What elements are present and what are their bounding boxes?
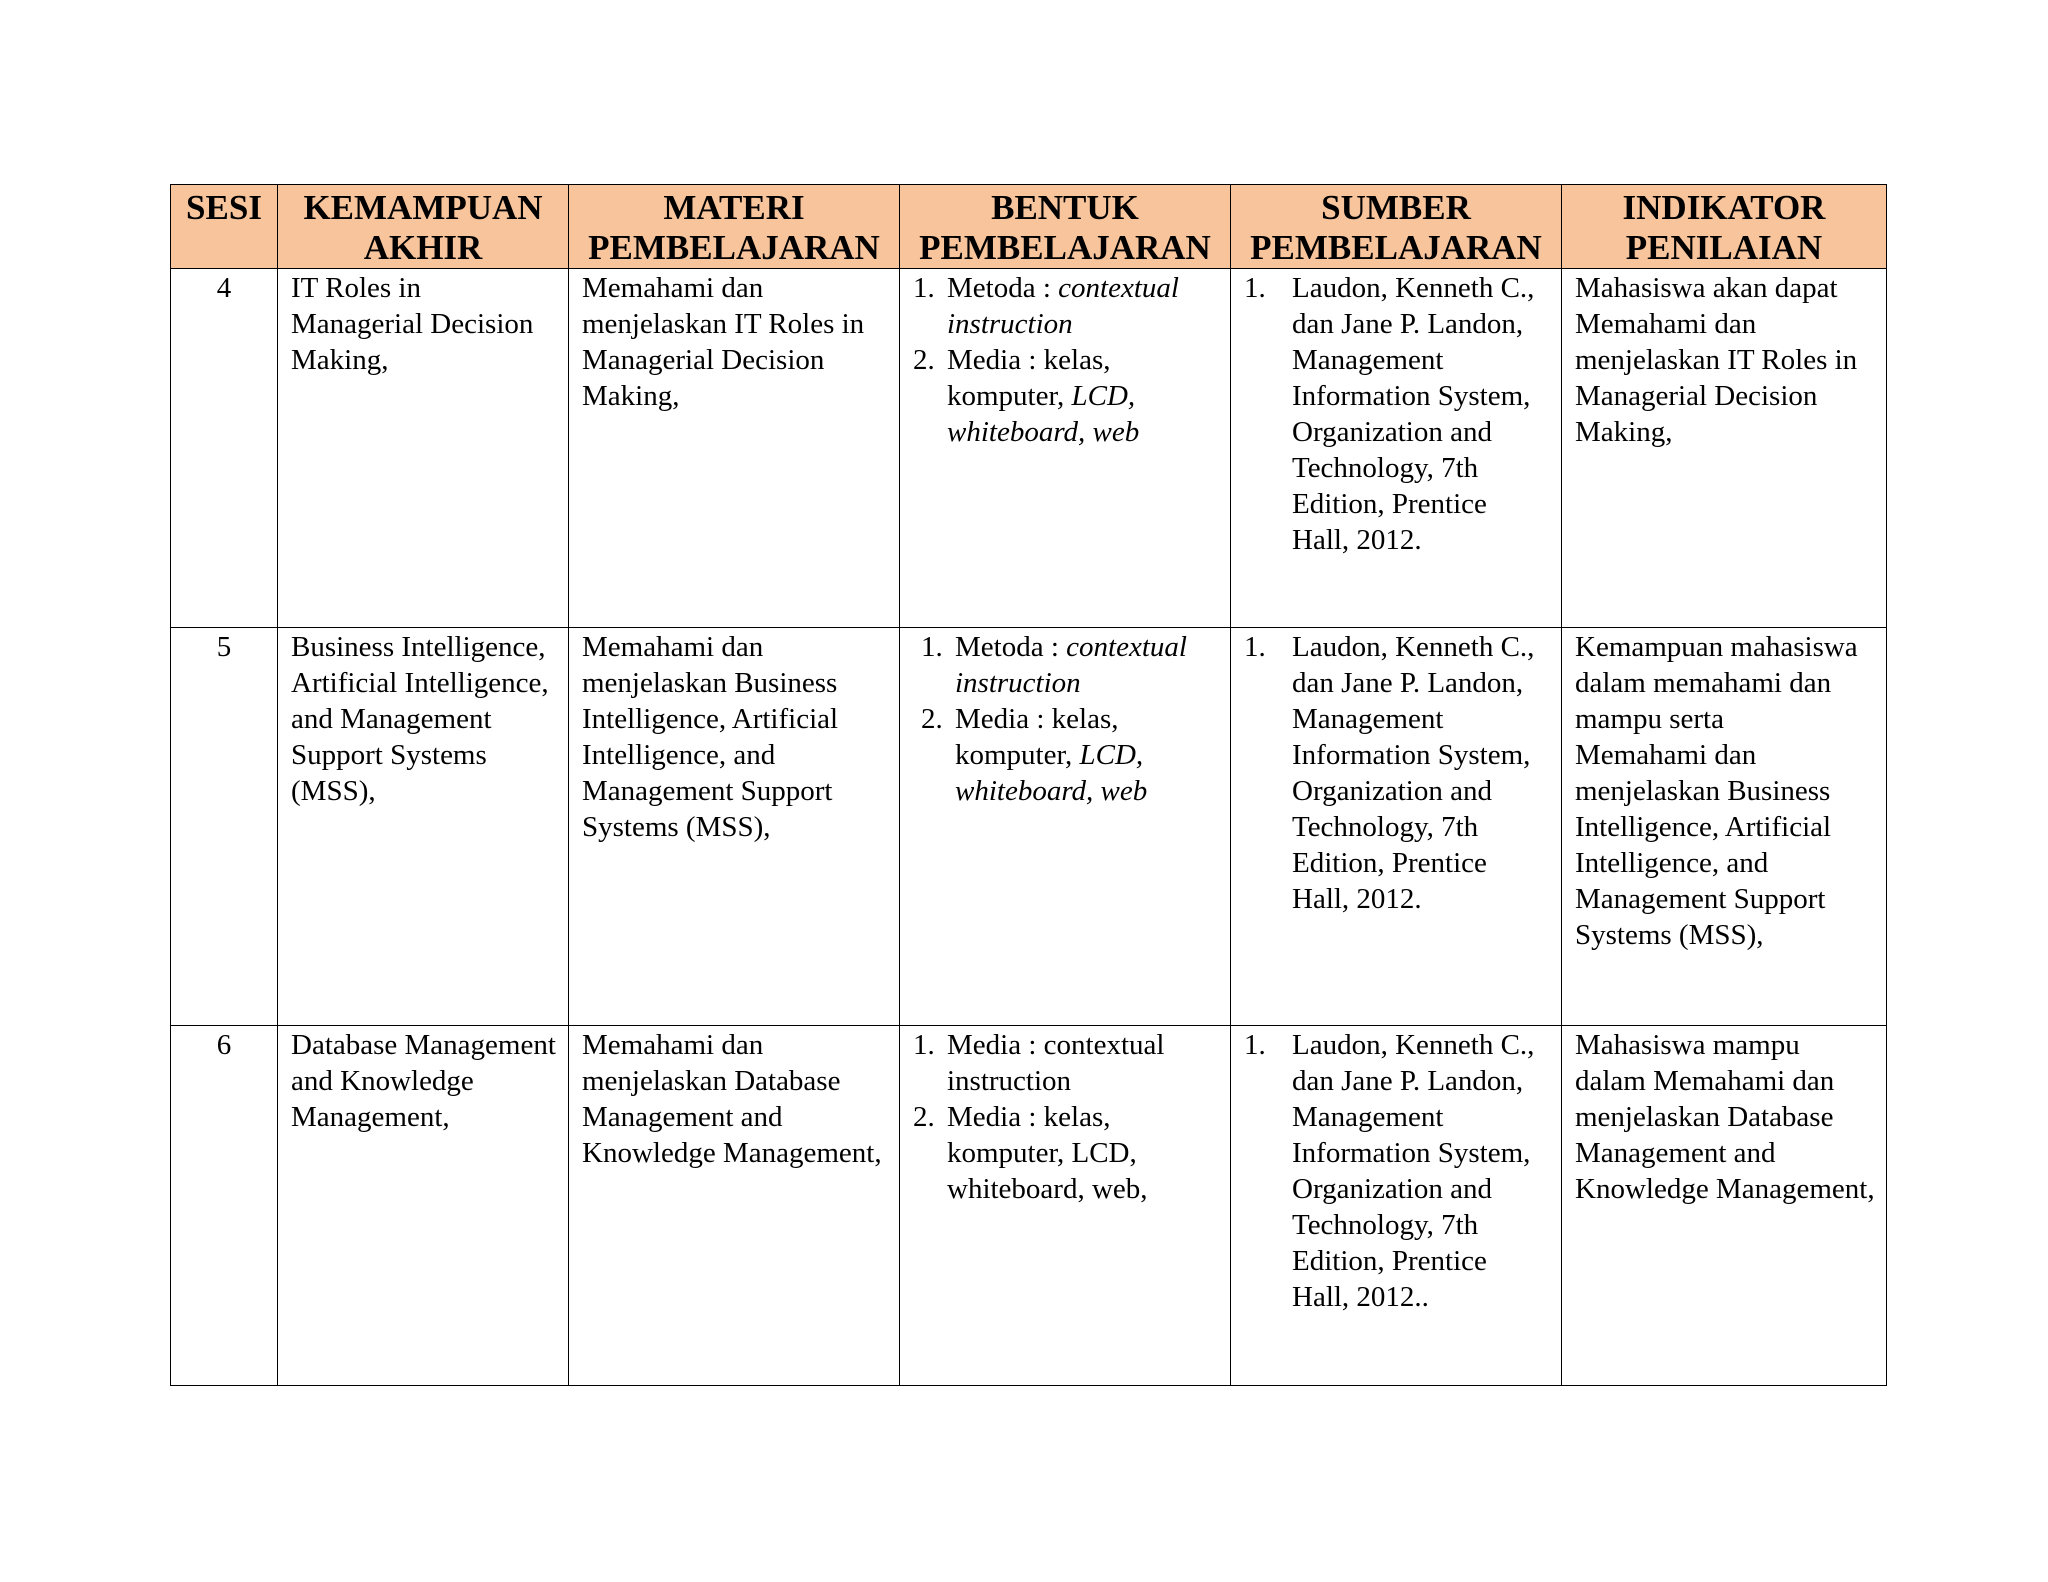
bentuk-text: Media : kelas, komputer, LCD, whiteboard, web, xyxy=(947,1101,1148,1205)
list-item xyxy=(913,270,1220,342)
header-indikator-penilaian: INDIKATOR PENILAIAN xyxy=(1562,185,1887,269)
cell-sesi: 5 xyxy=(171,628,278,1026)
bentuk-label: Metoda : xyxy=(947,272,1059,304)
cell-materi: Memahami dan menjelaskan Business Intelligence, Artificial Intelligence, and Management Support Systems (MSS), xyxy=(569,628,900,1026)
bentuk-label: Media : kelas, komputer, xyxy=(955,703,1119,771)
list-number: 2. xyxy=(921,703,943,735)
cell-bentuk xyxy=(900,1026,1231,1386)
list-item xyxy=(1244,270,1551,558)
cell-bentuk xyxy=(900,628,1231,1026)
sumber-list xyxy=(1244,629,1551,917)
indikator-line: Kemampuan mahasiswa dalam memahami dan mampu serta xyxy=(1575,631,1858,735)
list-item xyxy=(1244,629,1551,917)
cell-bentuk xyxy=(900,269,1231,628)
list-item xyxy=(913,629,1220,701)
bentuk-value: LCD, whiteboard, web xyxy=(955,739,1148,807)
sumber-list xyxy=(1244,1027,1551,1315)
table-row xyxy=(171,628,1887,1026)
cell-kemampuan: Business Intelligence, Artificial Intelligence, and Management Support Systems (MSS), xyxy=(278,628,569,1026)
sumber-list xyxy=(1244,270,1551,558)
list-item xyxy=(913,1099,1220,1207)
list-item xyxy=(913,701,1220,809)
bentuk-list xyxy=(913,1027,1220,1207)
table-header-row xyxy=(171,185,1887,269)
cell-materi: Memahami dan menjelaskan Database Management and Knowledge Management, xyxy=(569,1026,900,1386)
cell-sesi: 6 xyxy=(171,1026,278,1386)
list-number: 1. xyxy=(913,272,935,304)
cell-indikator: Mahasiswa akan dapat Memahami dan menjelaskan IT Roles in Managerial Decision Making, xyxy=(1562,269,1887,628)
cell-sumber xyxy=(1231,628,1562,1026)
list-number: 1. xyxy=(1244,272,1266,304)
list-item xyxy=(1244,1027,1551,1315)
cell-kemampuan: Database Management and Knowledge Management, xyxy=(278,1026,569,1386)
bentuk-value: LCD, whiteboard, web xyxy=(947,380,1140,448)
bentuk-list xyxy=(913,629,1220,809)
list-number: 1. xyxy=(921,631,943,663)
indikator-line: Memahami dan menjelaskan Business Intelligence, Artificial Intelligence, and Management Support Systems (MSS), xyxy=(1575,739,1832,951)
bentuk-value: contextual instruction xyxy=(955,631,1187,699)
sumber-text: Laudon, Kenneth C., dan Jane P. Landon, Management Information System, Organization and Technology, 7th Edition, Prentice Hall, 2012. xyxy=(1292,272,1535,556)
list-number: 1. xyxy=(1244,631,1266,663)
list-number: 1. xyxy=(913,1029,935,1061)
header-sumber-pembelajaran: SUMBER PEMBELAJARAN xyxy=(1231,185,1562,269)
sumber-text: Laudon, Kenneth C., dan Jane P. Landon, Management Information System, Organization and Technology, 7th Edition, Prentice Hall, 2012.. xyxy=(1292,1029,1535,1313)
cell-indikator: Mahasiswa mampu dalam Memahami dan menjelaskan Database Management and Knowledge Management, xyxy=(1562,1026,1887,1386)
table-row xyxy=(171,1026,1887,1386)
list-number: 1. xyxy=(1244,1029,1266,1061)
header-sesi: SESI xyxy=(171,185,278,269)
list-item xyxy=(913,342,1220,450)
list-number: 2. xyxy=(913,1101,935,1133)
bentuk-label: Media : kelas, komputer, xyxy=(947,344,1111,412)
bentuk-text: Media : contextual instruction xyxy=(947,1029,1165,1097)
bentuk-list xyxy=(913,270,1220,450)
course-plan-table xyxy=(170,184,1887,1386)
list-number: 2. xyxy=(913,344,935,376)
cell-indikator xyxy=(1562,628,1887,1026)
table-row xyxy=(171,269,1887,628)
list-item xyxy=(913,1027,1220,1099)
cell-kemampuan: IT Roles in Managerial Decision Making, xyxy=(278,269,569,628)
sumber-text: Laudon, Kenneth C., dan Jane P. Landon, Management Information System, Organization and Technology, 7th Edition, Prentice Hall, 2012. xyxy=(1292,631,1535,915)
cell-sesi: 4 xyxy=(171,269,278,628)
header-materi-pembelajaran: MATERI PEMBELAJARAN xyxy=(569,185,900,269)
cell-materi: Memahami dan menjelaskan IT Roles in Managerial Decision Making, xyxy=(569,269,900,628)
bentuk-label: Metoda : xyxy=(955,631,1067,663)
cell-sumber xyxy=(1231,1026,1562,1386)
bentuk-value: contextual instruction xyxy=(947,272,1179,340)
header-kemampuan-akhir: KEMAMPUAN AKHIR xyxy=(278,185,569,269)
header-bentuk-pembelajaran: BENTUK PEMBELAJARAN xyxy=(900,185,1231,269)
cell-sumber xyxy=(1231,269,1562,628)
